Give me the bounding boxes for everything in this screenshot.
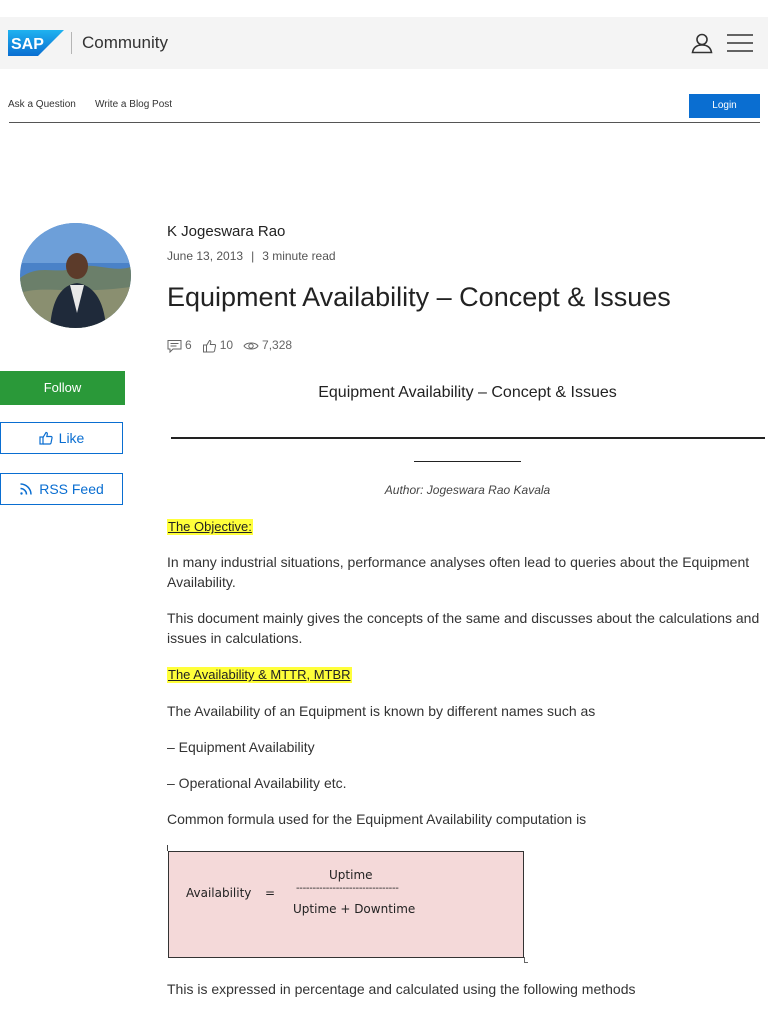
brand-divider — [71, 32, 72, 54]
comment-icon — [167, 339, 182, 353]
post-date: June 13, 2013 — [167, 249, 244, 263]
sap-logo-text: SAP — [11, 36, 44, 53]
likes-stat[interactable] — [202, 338, 233, 353]
menu-icon[interactable] — [726, 31, 754, 55]
subnav-divider — [9, 122, 760, 123]
comments-count: 6 — [185, 338, 192, 352]
thumbs-up-icon — [39, 431, 53, 445]
like-button-label: Like — [58, 430, 85, 446]
community-brand[interactable]: Community — [82, 33, 168, 52]
write-blog-post-link[interactable]: Write a Blog Post — [95, 99, 173, 110]
like-button[interactable] — [0, 422, 123, 454]
heading-underline — [414, 461, 521, 462]
sap-logo[interactable] — [8, 30, 64, 56]
formula-denominator: Uptime + Downtime — [293, 902, 416, 916]
eye-icon — [243, 340, 259, 352]
formula-fraction-line: ------------------------------- — [296, 883, 399, 894]
thumbs-up-icon — [202, 339, 217, 353]
objective-heading: The Objective: — [168, 519, 252, 534]
views-count: 7,328 — [262, 338, 293, 352]
list-item-operational-availability: – Operational Availability etc. — [167, 775, 347, 791]
rss-button-label: RSS Feed — [39, 481, 104, 497]
availability-formula-image — [168, 851, 524, 958]
author-name[interactable]: K Jogeswara Rao — [167, 223, 286, 240]
paragraph-intro: In many industrial situations, performance analyses often lead to queries about the Equipment Availability. — [167, 554, 750, 590]
rss-feed-button[interactable] — [0, 473, 123, 505]
post-stats — [167, 338, 302, 353]
formula-numerator: Uptime — [329, 868, 373, 882]
list-item-equipment-availability: – Equipment Availability — [167, 739, 315, 755]
comments-stat[interactable] — [167, 338, 192, 353]
availability-heading: The Availability & MTTR, MTBR — [168, 667, 351, 682]
document-heading: Equipment Availability – Concept & Issues — [318, 384, 617, 401]
image-resize-handle — [524, 957, 528, 963]
formula-equals: = — [265, 886, 276, 900]
site-header — [0, 17, 768, 69]
meta-separator: | — [251, 249, 255, 263]
paragraph-names: The Availability of an Equipment is known by different names such as — [167, 703, 596, 719]
paragraph-methods: This is expressed in percentage and calculated using the following methods — [167, 981, 636, 997]
post-title: Equipment Availability – Concept & Issues — [167, 282, 671, 312]
heading-divider — [171, 437, 765, 439]
formula-label: Availability — [186, 886, 252, 900]
post-meta — [167, 249, 336, 264]
login-button[interactable]: Login — [689, 94, 760, 118]
likes-count: 10 — [219, 338, 234, 352]
document-author: Author: Jogeswara Rao Kavala — [384, 483, 551, 497]
author-avatar[interactable] — [20, 223, 131, 328]
rss-icon — [19, 482, 33, 496]
views-stat — [243, 338, 292, 353]
read-time: 3 minute read — [262, 249, 336, 263]
paragraph-formula-intro: Common formula used for the Equipment Availability computation is — [167, 811, 587, 827]
follow-button[interactable]: Follow — [0, 371, 125, 405]
user-icon[interactable] — [690, 31, 714, 55]
paragraph-scope: This document mainly gives the concepts of the same and discusses about the calculations and issues in calculations. — [167, 610, 760, 646]
ask-question-link[interactable]: Ask a Question — [8, 99, 76, 110]
